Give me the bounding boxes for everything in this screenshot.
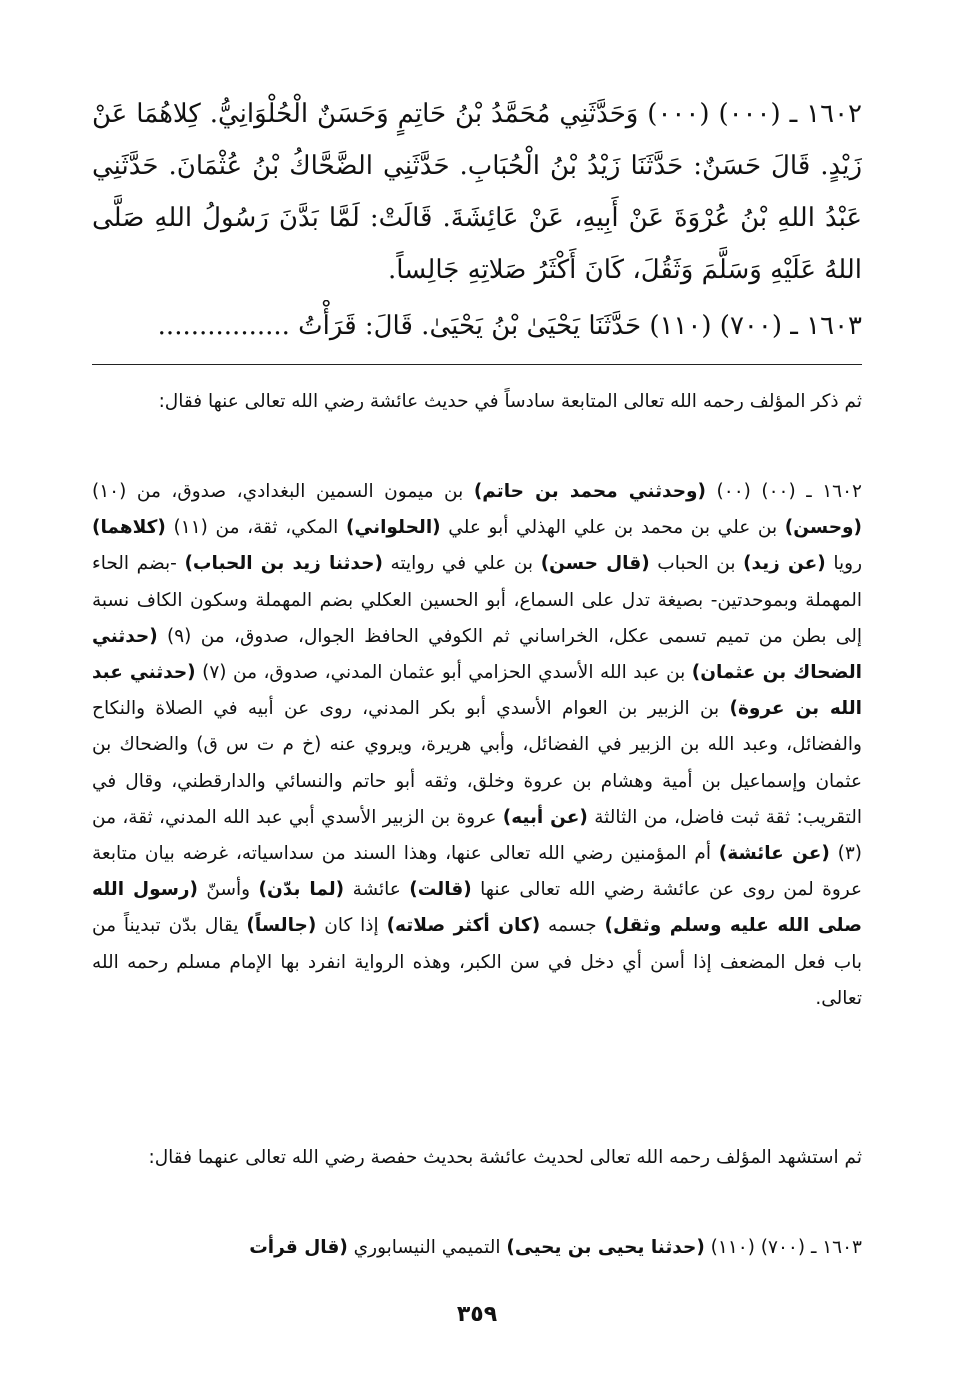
text-segment: عروة بن الزبير الأسدي أبي عبد الله المدني، ثقة، من (٣) xyxy=(92,806,862,865)
text-segment: عائشة xyxy=(344,879,410,901)
bold-segment: (وحسن) xyxy=(784,517,862,539)
bold-segment: (رسول الله صلى الله عليه وسلم وثقل) xyxy=(92,879,862,937)
hadith-1602: ١٦٠٢ ـ (٠٠٠) (٠٠٠) وَحَدَّثَنِي مُحَمَّدُ بْنُ حَاتِمٍ وَحَسَنٌ الْحُلْوَانِيُّ. كِلاهُمَا عَنْ زَيْدٍ. قَالَ حَسَنٌ: حَدَّثَنَا زَيْدُ بْنُ الْحُبَابِ. حَدَّثَنِي الضَّحَّاكُ بْنُ عُثْمَانَ. حَدَّثَنِي عَبْدُ اللهِ بْنُ عُرْوَةَ عَنْ أَبِيهِ، عَنْ عَائِشَةَ. قَالَتْ: لَمَّا بَدَّنَ رَسُولُ اللهِ صَلَّى اللهُ عَلَيْهِ وَسَلَّمَ وَثَقُلَ، كَانَ أَكْثَرُ صَلاتِهِ جَالِساً. xyxy=(92,99,862,285)
text-segment: -بضم الحاء المهملة وبموحدتين- بصيغة تدل على السماع، أبو الحسين العكلي بضم المهملة وسكون الكاف نسبة إلى بطن من تميم تسمى عكل، الخراساني ثم الكوفي الحافظ الجوال، صدوق، من (٩) xyxy=(92,553,862,647)
bold-segment: (حدثني عبد الله بن عروة) xyxy=(92,662,862,720)
text-segment: أم المؤمنين رضي الله تعالى عنها، وهذا السند من سداسياته، غرضه بيان متابعة عروة لمن روى عن عائشة رضي الله تعالى عنها xyxy=(92,843,862,901)
bold-segment: (لما بدّن) xyxy=(258,879,345,901)
commentary-1603 xyxy=(92,1230,862,1268)
text-segment: ١٦٠٢ ـ (٠٠) (٠٠) xyxy=(706,481,862,502)
bold-segment: (عن زيد) xyxy=(743,553,826,575)
text-segment: ١٦٠٣ ـ (٧٠٠) (١١٠) xyxy=(704,1237,862,1258)
text-segment: بن علي في روايته xyxy=(382,553,541,575)
text-segment: يقال بدّن تبديناً من باب فعل المضعف إذا أسن أي دخل في سن الكبر، وهذه الرواية انفرد بها الإمام مسلم رحمه الله تعالى. xyxy=(92,915,862,1009)
footnote-divider xyxy=(92,364,862,365)
text-segment: بن الحباب xyxy=(649,553,744,575)
bold-segment: (كان أكثر صلاته) xyxy=(386,915,541,937)
text-segment: التميمي النيسابوري xyxy=(347,1237,507,1258)
page-number: ٣٥٩ xyxy=(456,1302,498,1327)
bold-segment: (الحلواني) xyxy=(345,517,441,539)
bold-segment: (جالساً) xyxy=(246,915,317,937)
bold-segment: (حدثني الضحاك بن عثمان) xyxy=(92,625,862,684)
text-segment: بن ميمون السمين البغدادي، صدوق، من (١٠) xyxy=(92,481,474,502)
text-segment: المكي، ثقة، من (١١) xyxy=(165,517,346,539)
commentary-1602 xyxy=(92,474,862,1126)
book-page xyxy=(92,88,862,1348)
bold-segment: (قال قرأت xyxy=(249,1237,348,1258)
hadith-text-block xyxy=(92,88,862,352)
bold-segment: (عن عائشة) xyxy=(718,843,830,865)
text-segment: جسمه xyxy=(540,915,605,937)
bold-segment: (وحدثني محمد بن حاتم) xyxy=(473,481,706,502)
text-segment: رويا xyxy=(825,553,862,575)
commentary-intro-2: ثم استشهد المؤلف رحمه الله تعالى لحديث عائشة بحديث حفصة رضي الله تعالى عنهما فقال: xyxy=(148,1147,862,1168)
text-segment: بن عبد الله الأسدي الحزامي أبو عثمان المدني، صدوق، من (٧) xyxy=(195,662,692,684)
text-segment: إذا كان xyxy=(316,915,387,937)
bold-segment: (كلاهما) xyxy=(92,517,166,539)
text-segment: وأسنّ xyxy=(198,879,259,901)
bold-segment: (قال حسن) xyxy=(540,553,650,575)
commentary-intro-1: ثم ذكر المؤلف رحمه الله تعالى المتابعة سادساً في حديث عائشة رضي الله تعالى عنها فقال: xyxy=(158,391,862,412)
bold-segment: (عن أبيه) xyxy=(502,806,588,828)
bold-segment: (حدثنا زيد بن الحباب) xyxy=(184,553,383,575)
text-segment: بن علي بن محمد بن علي الهذلي أبو علي xyxy=(440,517,785,539)
text-segment: بن الزبير بن العوام الأسدي أبو بكر المدني، روى عن أبيه في الصلاة والنكاح والفضائل، وعبد الله بن الزبير في الفضائل، وأبي هريرة، ويروي عنه (خ م ت س ق) والضحاك بن عثمان وإسماعيل بن أمية وهشام بن عروة وخلق، وثقه أبو حاتم والنسائي والدارقطني، وقال في التقريب: ثقة ثبت فاضل، من الثالثة xyxy=(92,698,862,828)
bold-segment: (حدثنا يحيى بن يحيى) xyxy=(506,1237,705,1258)
bold-segment: (قالت) xyxy=(409,879,472,901)
commentary-block xyxy=(92,384,862,1268)
hadith-1603: ١٦٠٣ ـ (٧٠٠) (١١٠) حَدَّثَنَا يَحْيَىٰ بْنُ يَحْيَىٰ. قَالَ: قَرَأْتُ ................ xyxy=(157,311,862,341)
